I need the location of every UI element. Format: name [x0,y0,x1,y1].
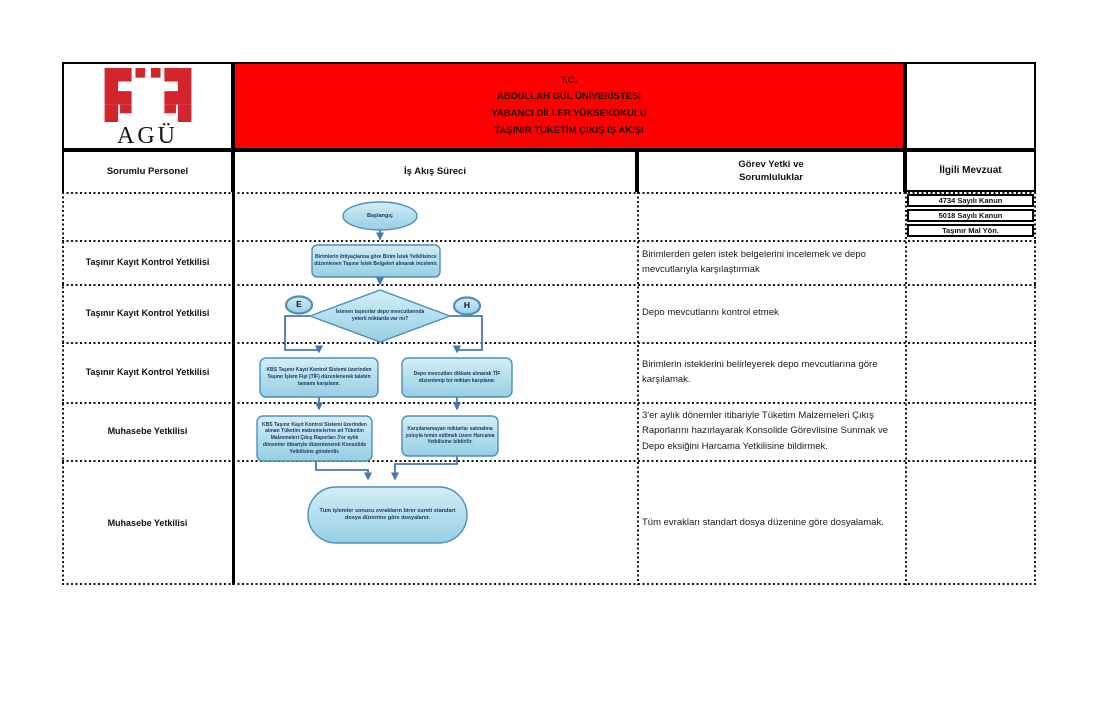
connector-yes [285,316,319,352]
gorev-cell-row4: Birimlerin isteklerini belirleyerek depo mevcutlarına göre karşılamak. [642,358,878,385]
decision-label: İstenen taşınırlar depo mevcutlarında yeterli miktarda var mı? [335,309,425,322]
banner-line-2: ABDULLAH GÜL ÜNİVERİSTESİ [497,91,641,103]
mevzuat-box-2: 5018 Sayılı Kanun [907,209,1034,222]
end-label: Tüm işlemler sonucu evrakların birer sureti standart dosya düzenine göre dosyalanır. [319,507,456,521]
gorev-cell-row6: Tüm evrakları standart dosya düzenine göre dosyalamak. [642,516,884,528]
personel-cell-row2: Taşınır Kayıt Kontrol Yetkilisi [85,257,210,267]
table-right-border [1034,192,1036,585]
column-header-personel: Sorumlu Personel [62,150,233,192]
column-header-gorev [637,150,905,192]
column-header-surec: İş Akış Süreci [233,150,637,192]
title-banner [233,62,905,150]
yes-step-label: KBS Taşınır Kayıt Kontrol Sistemi üzerinden Taşınır İşlem Fişi (TİF) düzenlenerek talebin tamamı karşılanır. [266,367,372,387]
start-label: Başlangıç [367,212,393,219]
yes-label: E [296,298,302,309]
personel-cell-row6: Muhasebe Yetkilisi [107,517,188,528]
banner-line-1: T.C. [560,74,578,86]
gorev-header-line1: Görev Yetki ve [738,159,804,171]
personel-cell-row3: Taşınır Kayıt Kontrol Yetkilisi [85,308,210,318]
gorev-cell-row3: Depo mevcutlarını kontrol etmek [642,307,779,319]
logo-wordmark: AGÜ [117,123,178,149]
gorev-header-line2: Sorumluluklar [739,172,803,183]
mevzuat-box-3: Taşınır Mal Yön. [907,224,1034,237]
report-step-label: KBS Taşınır Kayıt Kontrol Sistemi üzerinden alınan Tüketim malzemelerine ait Tüketim Malzemeleri Çıkış Raporları 3'er aylık dönemler itibariyle düzenlenerek Konsolide Yetkilisine gönderilir. [262,421,367,455]
workflow-table [62,62,1036,585]
step1-label: Birimlerin ihtiyaçlarına göre Birim İstek Yetkilisince düzenlenen Taşınır İstek Belgeleri alınarak incelenir. [314,254,438,267]
banner-line-3: YABANCI DİLLER YÜKSEKOKULU [491,108,647,119]
banner-line-4: TAŞINIR TÜKETİM ÇIKIŞ İŞ AKIŞI [494,124,644,136]
agu-logo-icon [104,68,192,122]
personel-cell-row4: Taşınır Kayıt Kontrol Yetkilisi [85,367,210,377]
gorev-cell-row5: 3'er aylık dönemler itibariyle Tüketim Malzemeleri Çıkış Raporlarını hazırlayarak Konsolide Görevlisine Sunmak ve Depo eksiğini Harcama Yetkilisine bildirmek. [642,410,889,452]
connector-no [450,316,482,352]
no-step-label: Depo mevcutları dikkate alınarak TİF düzenlenip bir miktarı karşılanır. [413,370,501,384]
connector-right-to-end [395,456,457,479]
gorev-cell-row2: Birimlerden gelen istek belgelerini incelemek ve depo mevcutlarıyla karşılaştırmak [642,248,866,275]
connector-left-to-end [316,461,368,479]
column-header-mevzuat: İlgili Mevzuat [905,150,1036,192]
flowchart [233,192,637,585]
header-empty-cell [905,62,1036,150]
personel-cell-row5: Muhasebe Yetkilisi [107,426,188,436]
no-label: H [463,299,471,310]
logo-cell [62,62,233,150]
notify-step-label: Karşılanamayan miktarlar satınalma yoluyla temin edilmek üzere Harcama Yetkilisine bildirilir. [405,425,495,446]
column-divider-dotted [905,192,907,585]
mevzuat-box-1: 4734 Sayılı Kanun [907,194,1034,207]
